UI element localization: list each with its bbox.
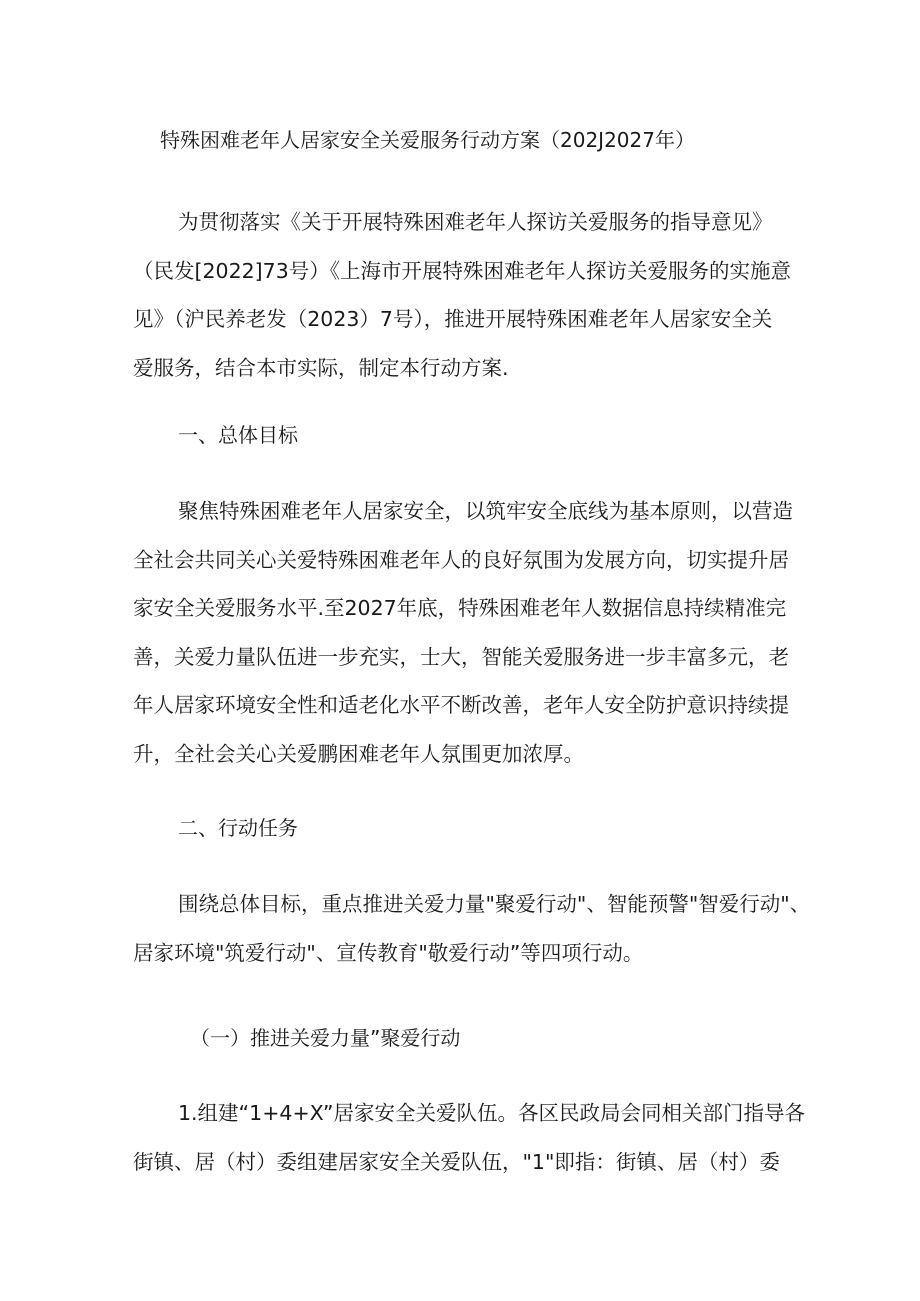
section-heading-action-tasks: 二、行动任务	[178, 816, 298, 840]
goal-line: 年人居家环境安全性和适老化水平不断改善，老年人安全防护意识持续提	[133, 693, 789, 717]
action-tasks-paragraph	[133, 880, 811, 977]
goal-line: 善，关爱力量队伍进一步充实，士大，智能关爱服务进一步丰富多元，老	[133, 644, 789, 669]
goal-line: 家安全关爱服务水平.至2027年底，特殊困难老年人数据信息持续精准完	[133, 596, 787, 620]
intro-paragraph	[133, 198, 793, 392]
item1-line: 街镇、居（村）委组建居家安全关爱队伍，"1"即指：街镇、居（村）委	[133, 1149, 780, 1174]
document-title: 特殊困难老年人居家安全关爱服务行动方案（202J2027年）	[160, 128, 695, 152]
intro-line: 见》（沪民养老发（2023）7号），推进开展特殊困难老年人居家安全关	[133, 307, 773, 331]
goal-line: 聚焦特殊困难老年人居家安全，以筑牢安全底线为基本原则，以营造	[178, 499, 793, 523]
tasks-line: 围绕总体目标，重点推进关爱力量"聚爱行动"、智能预警"智爱行动"、	[178, 892, 811, 916]
subsection-heading-gathering-love: （一）推进关爱力量”聚爱行动	[190, 1026, 461, 1050]
tasks-line: 居家环境"筑爱行动"、宣传教育"敬爱行动”等四项行动。	[133, 940, 644, 965]
section-heading-overall-goal: 一、总体目标	[178, 423, 298, 447]
intro-line: 爱服务，结合本市实际，制定本行动方案.	[133, 355, 509, 380]
item1-line: 1.组建“1+4+X”居家安全关爱队伍。各区民政局会同相关部门指导各	[178, 1101, 805, 1125]
goal-line: 全社会共同关心关爱特殊困难老年人的良好氛围为发展方向，切实提升居	[133, 547, 789, 572]
intro-line: （民发[2022]73号）《上海市开展特殊困难老年人探访关爱服务的实施意	[133, 258, 792, 283]
overall-goal-paragraph	[133, 487, 793, 778]
item1-paragraph	[133, 1089, 805, 1186]
intro-line: 为贯彻落实《关于开展特殊困难老年人探访关爱服务的指导意见》	[178, 210, 773, 234]
goal-line: 升，全社会关心关爱鹏困难老年人氛围更加浓厚。	[133, 741, 584, 766]
